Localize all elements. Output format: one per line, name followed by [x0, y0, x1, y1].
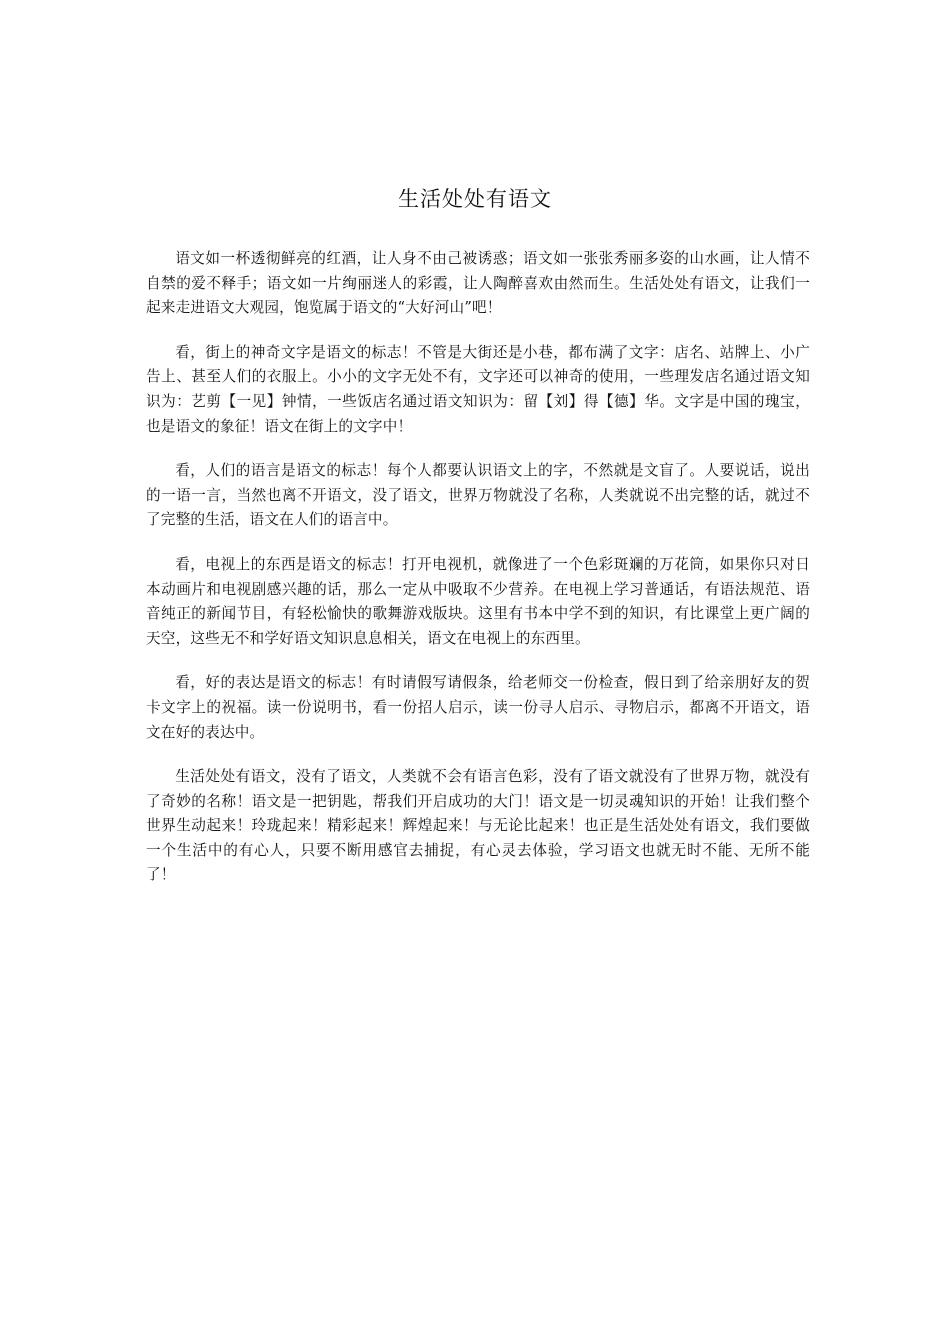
paragraph-language: 看，人们的语言是语文的标志！每个人都要认识语文上的字，不然就是文盲了。人要说话，说出的一语一言，当然也离不开语文，没了语文，世界万物就没了名称，人类就说不出完整的话，就过不了完整的生活，语文在人们的语言中。	[146, 462, 810, 529]
paragraph-television: 看，电视上的东西是语文的标志！打开电视机，就像进了一个色彩斑斓的万花筒，如果你只对日本动画片和电视剧感兴趣的话，那么一定从中吸取不少营养。在电视上学习普通话，有语法规范、语音纯正的新闻节目，有轻松愉快的歌舞游戏版块。这里有书本中学不到的知识，有比课堂上更广阔的天空，这些无不和学好语文知识息息相关，语文在电视上的东西里。	[146, 555, 810, 647]
paragraph-expression: 看，好的表达是语文的标志！有时请假写请假条，给老师交一份检查，假日到了给亲朋好友的贺卡文字上的祝福。读一份说明书，看一份招人启示，读一份寻人启示、寻物启示，都离不开语文，语文在好的表达中。	[146, 674, 810, 741]
paragraph-intro: 语文如一杯透彻鲜亮的红酒，让人身不由己被诱惑；语文如一张张秀丽多姿的山水画，让人情不自禁的爱不释手；语文如一片绚丽迷人的彩霞，让人陶醉喜欢由然而生。生活处处有语文，让我们一起来走进语文大观园，饱览属于语文的“大好河山”吧！	[146, 250, 810, 317]
document-title: 生活处处有语文	[398, 187, 552, 211]
paragraph-conclusion: 生活处处有语文，没有了语文，人类就不会有语言色彩，没有了语文就没有了世界万物，就没有了奇妙的名称！语文是一把钥匙，帮我们开启成功的大门！语文是一切灵魂知识的开始！让我们整个世界生动起来！玲珑起来！精彩起来！辉煌起来！与无论比起来！也正是生活处处有语文，我们要做一个生活中的有心人，只要不断用感官去捕捉，有心灵去体验，学习语文也就无时不能、无所不能了！	[146, 768, 810, 884]
paragraph-street-text: 看，街上的神奇文字是语文的标志！不管是大街还是小巷，都布满了文字：店名、站牌上、小广告上、甚至人们的衣服上。小小的文字无处不有，文字还可以神奇的使用，一些理发店名通过语文知识为：艺剪【一见】钟情，一些饭店名通过语文知识为：留【刘】得【德】华。文字是中国的瑰宝，也是语文的象征！语文在街上的文字中！	[146, 343, 810, 435]
document-body	[146, 247, 810, 908]
